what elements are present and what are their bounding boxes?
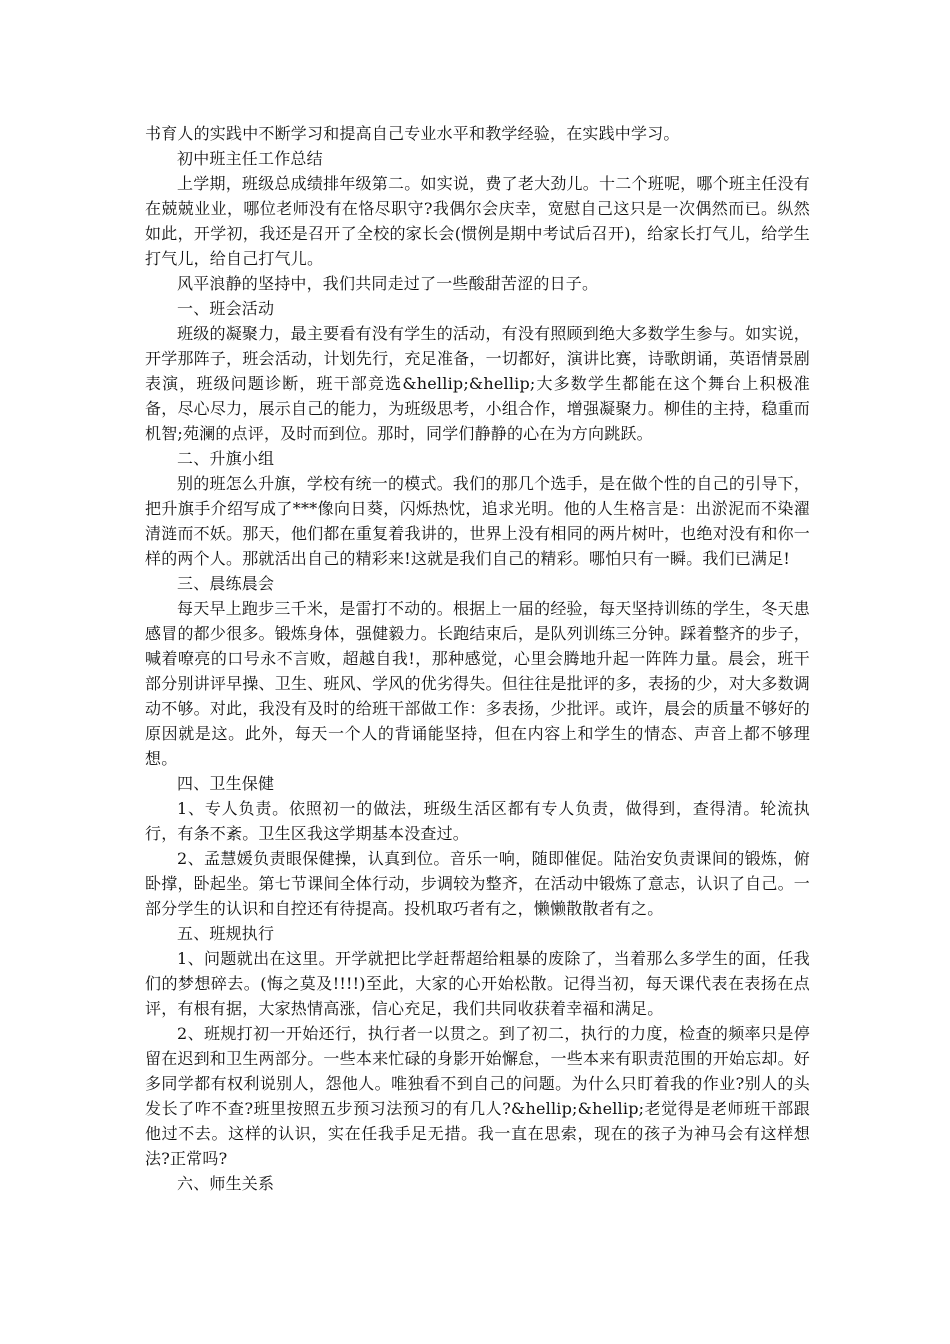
section-heading-morning-exercise: 三、晨练晨会 [177, 574, 275, 593]
document-body [145, 121, 810, 1196]
section-heading-teacher-student: 六、师生关系 [177, 1174, 275, 1193]
section-heading-flag-group: 二、升旗小组 [177, 449, 275, 468]
section-heading-class-meeting: 一、班会活动 [177, 299, 275, 318]
section-heading-hygiene: 四、卫生保健 [177, 774, 275, 793]
paragraph-morning-exercise: 每天早上跑步三千米，是雷打不动的。根据上一届的经验，每天坚持训练的学生，冬天患感冒的都少很多。锻炼身体，强健毅力。长跑结束后，是队列训练三分钟。踩着整齐的步子，喊着嘹亮的口号永不言败，超越自我!，那种感觉，心里会腾地升起一阵阵力量。晨会，班干部分别讲评早操、卫生、班风、学风的优劣得失。但往往是批评的多，表扬的少，对大多数调动不够。对此，我没有及时的给班干部做工作：多表扬，少批评。或许，晨会的质量不够好的原因就是这。此外，每天一个人的背诵能坚持，但在内容上和学生的情态、声音上都不够理想。 [145, 599, 810, 768]
paragraph-title: 初中班主任工作总结 [177, 149, 323, 168]
paragraph-continuation: 书育人的实践中不断学习和提高自己专业水平和教学经验，在实践中学习。 [145, 124, 680, 143]
paragraph-hygiene-2: 2、孟慧媛负责眼保健操，认真到位。音乐一响，随即催促。陆治安负责课间的锻炼，俯卧撑，卧起坐。第七节课间全体行动，步调较为整齐，在活动中锻炼了意志，认识了自己。一部分学生的认识和自控还有待提高。投机取巧者有之，懒懒散散者有之。 [145, 849, 810, 918]
paragraph-intro: 上学期，班级总成绩排年级第二。如实说，费了老大劲儿。十二个班呢，哪个班主任没有在兢兢业业，哪位老师没有在恪尽职守?我偶尔会庆幸，宽慰自己这只是一次偶然而已。纵然如此，开学初，我还是召开了全校的家长会(惯例是期中考试后召开)，给家长打气儿，给学生打气儿，给自己打气儿。 [145, 174, 810, 268]
section-heading-class-rules: 五、班规执行 [177, 924, 275, 943]
paragraph-class-meeting: 班级的凝聚力，最主要看有没有学生的活动，有没有照顾到绝大多数学生参与。如实说，开学那阵子，班会活动，计划先行，充足准备，一切都好，演讲比赛，诗歌朗诵，英语情景剧表演，班级问题诊断，班干部竞选&hellip;&hellip;大多数学生都能在这个舞台上积极准备，尽心尽力，展示自己的能力，为班级思考，小组合作，增强凝聚力。柳佳的主持，稳重而机智;苑澜的点评，及时而到位。那时，同学们静静的心在为方向跳跃。 [145, 324, 810, 443]
paragraph-class-rules-2: 2、班规打初一开始还行，执行者一以贯之。到了初二，执行的力度，检查的频率只是停留在迟到和卫生两部分。一些本来忙碌的身影开始懈怠，一些本来有职责范围的开始忘却。好多同学都有权利说别人，怨他人。唯独看不到自己的问题。为什么只盯着我的作业?别人的头发长了咋不查?班里按照五步预习法预习的有几人?&hellip;&hellip;老觉得是老师班干部跟他过不去。这样的认识，实在任我手足无措。我一直在思索，现在的孩子为神马会有这样想法?正常吗? [145, 1024, 810, 1168]
paragraph-class-rules-1: 1、问题就出在这里。开学就把比学赶帮超给粗暴的废除了，当着那么多学生的面，任我们的梦想碎去。(悔之莫及!!!!)至此，大家的心开始松散。记得当初，每天课代表在表扬在点评，有根有据，大家热情高涨，信心充足，我们共同收获着幸福和满足。 [145, 949, 810, 1018]
paragraph-transition: 风平浪静的坚持中，我们共同走过了一些酸甜苦涩的日子。 [177, 274, 599, 293]
paragraph-hygiene-1: 1、专人负责。依照初一的做法，班级生活区都有专人负责，做得到，查得清。轮流执行，有条不紊。卫生区我这学期基本没查过。 [145, 799, 810, 843]
paragraph-flag-group: 别的班怎么升旗，学校有统一的模式。我们的那几个选手，是在做个性的自己的引导下，把升旗手介绍写成了***像向日葵，闪烁热忱，追求光明。他的人生格言是：出淤泥而不染濯清涟而不妖。那天，他们都在重复着我讲的，世界上没有相同的两片树叶，也绝对没有和你一样的两个人。那就活出自己的精彩来!这就是我们自己的精彩。哪怕只有一瞬。我们已满足! [145, 474, 810, 568]
